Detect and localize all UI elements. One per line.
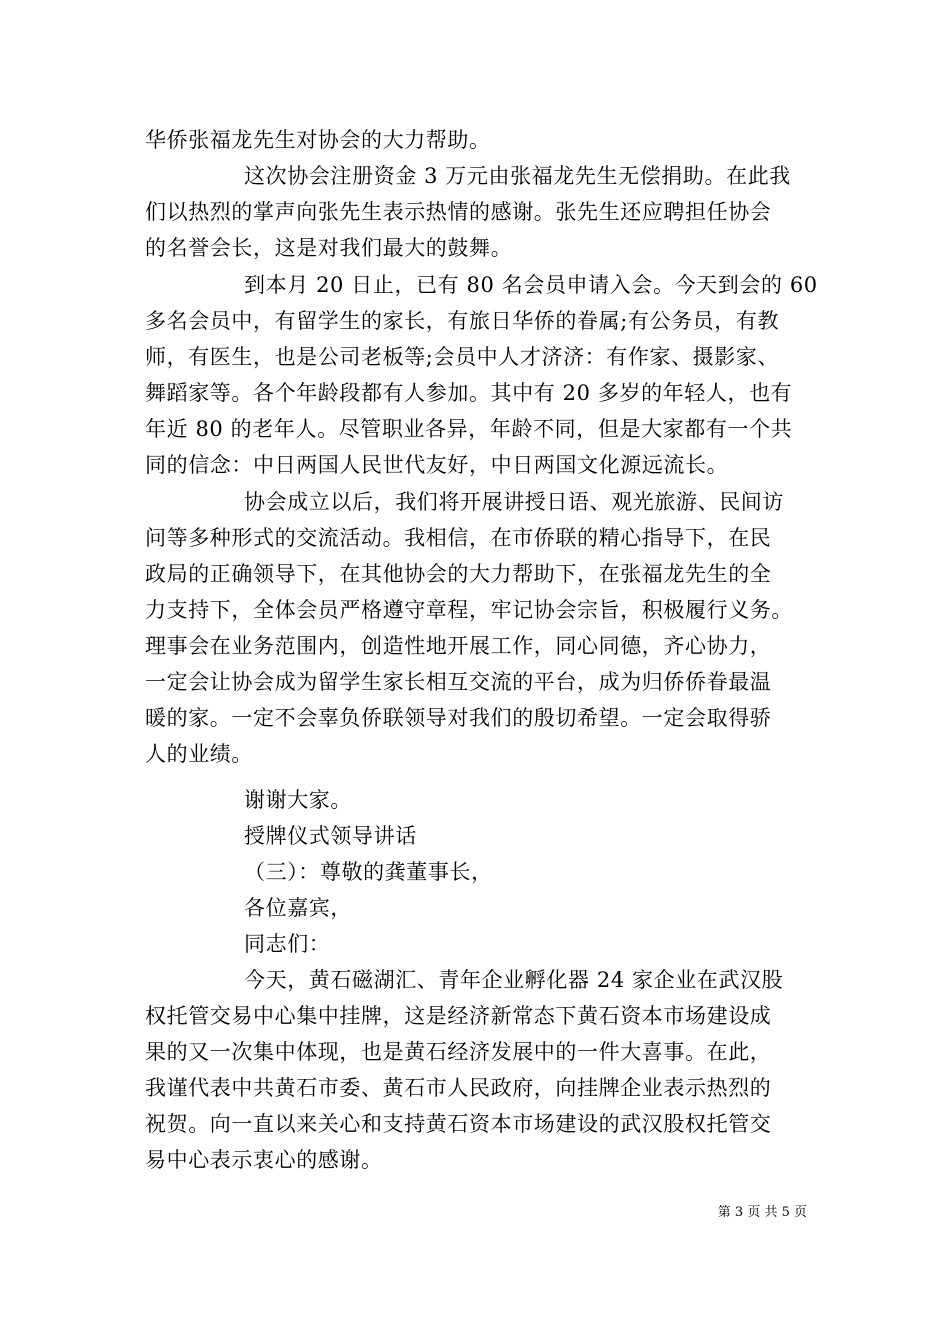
text-line: 年近 80 的老年人。尽管职业各异，年龄不同，但是大家都有一个共: [145, 417, 793, 441]
text-line: 权托管交易中心集中挂牌，这是经济新常态下黄石资本市场建设成: [145, 1004, 772, 1028]
text-line: 这次协会注册资金 3 万元由张福龙先生无偿捐助。在此我: [244, 164, 791, 188]
text-line: 到本月 20 日止，已有 80 名会员申请入会。今天到会的 60: [244, 273, 818, 297]
page-number: 第 3 页 共 5 页: [717, 1205, 807, 1220]
text-line: 祝贺。向一直以来关心和支持黄石资本市场建设的武汉股权托管交: [145, 1112, 772, 1136]
section-heading: 授牌仪式领导讲话: [244, 824, 417, 848]
salutation-line: （三）：尊敬的龚董事长，: [244, 860, 493, 884]
text-line: 易中心表示衷心的感谢。: [145, 1148, 383, 1172]
text-line: 我谨代表中共黄石市委、黄石市人民政府，向挂牌企业表示热烈的: [145, 1076, 772, 1100]
text-line: 理事会在业务范围内，创造性地开展工作，同心同德，齐心协力，: [145, 634, 772, 658]
text-line: 力支持下，全体会员严格遵守章程，牢记协会宗旨，积极履行义务。: [145, 598, 793, 622]
text-line: 人的业绩。: [145, 742, 253, 766]
text-line: 协会成立以后，我们将开展讲授日语、观光旅游、民间访: [244, 490, 784, 514]
text-line: 的名誉会长，这是对我们最大的鼓舞。: [145, 236, 513, 260]
text-line: 暖的家。一定不会辜负侨联领导对我们的殷切希望。一定会取得骄: [145, 706, 772, 730]
text-line: 今天，黄石磁湖汇、青年企业孵化器 24 家企业在武汉股: [244, 968, 784, 992]
salutation-line: 各位嘉宾，: [244, 896, 352, 920]
text-line: 舞蹈家等。各个年龄段都有人参加。其中有 20 多岁的年轻人，也有: [145, 381, 793, 405]
text-line: 同的信念：中日两国人民世代友好，中日两国文化源远流长。: [145, 453, 729, 477]
text-line: 谢谢大家。: [244, 788, 352, 812]
text-line: 多名会员中，有留学生的家长，有旅日华侨的眷属;有公务员，有教: [145, 309, 780, 333]
text-line: 们以热烈的掌声向张先生表示热情的感谢。张先生还应聘担任协会: [145, 200, 772, 224]
text-line: 华侨张福龙先生对协会的大力帮助。: [145, 128, 491, 152]
salutation-line: 同志们：: [244, 932, 331, 956]
text-line: 政局的正确领导下，在其他协会的大力帮助下，在张福龙先生的全: [145, 562, 772, 586]
text-line: 师，有医生，也是公司老板等;会员中人才济济：有作家、摄影家、: [145, 345, 780, 369]
text-line: 一定会让协会成为留学生家长相互交流的平台，成为归侨侨眷最温: [145, 670, 772, 694]
text-line: 果的又一次集中体现，也是黄石经济发展中的一件大喜事。在此，: [145, 1040, 772, 1064]
text-line: 问等多种形式的交流活动。我相信，在市侨联的精心指导下，在民: [145, 526, 772, 550]
